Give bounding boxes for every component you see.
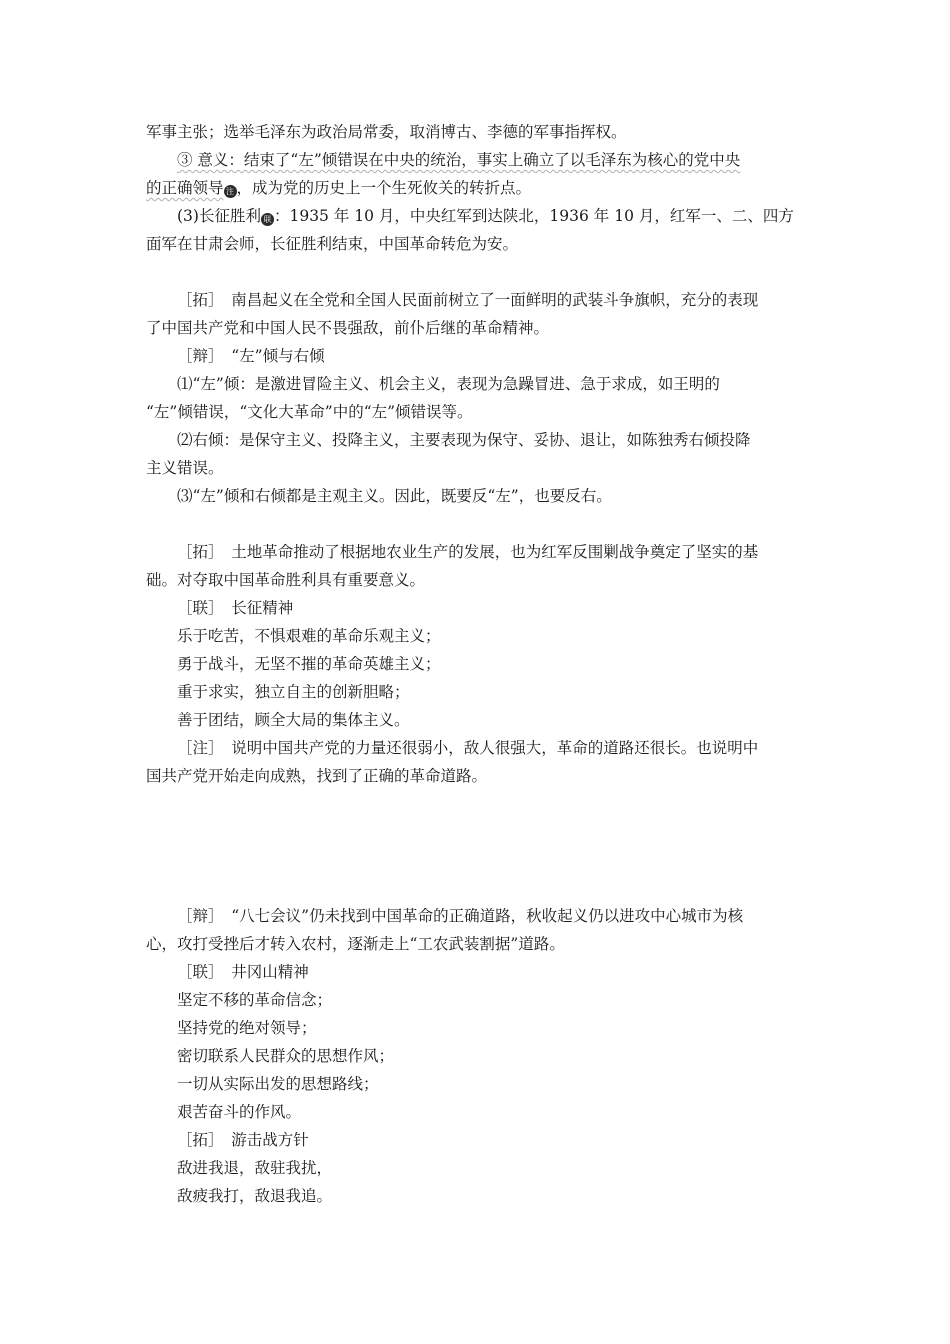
text-line: 重于求实，独立自主的创新胆略； [177,683,410,701]
text-line: ［拓］ 土地革命推动了根据地农业生产的发展，也为红军反围剿战争奠定了坚实的基 [177,543,759,561]
jinggangshan-notes [146,902,806,1210]
text-line: ⑴“左”倾：是激进冒险主义、机会主义，表现为急躁冒进、急于求成，如王明的 [177,375,720,393]
text-line: 坚持党的绝对领导； [177,1019,317,1037]
text-line: ［注］ 说明中国共产党的力量还很弱小，敌人很强大，革命的道路还很长。也说明中 [177,739,759,757]
text-span: ：1935 年 10 月，中央红军到达陕北，1936 年 10 月，红军一、二、四方 [273,207,794,225]
zunyi-meeting-section [146,118,806,258]
text-line: ［辩］ “八七会议”仍未找到中国革命的正确道路，秋收起义仍以进攻中心城市为核 [177,907,744,925]
text-span: (3)长征胜利 [177,207,261,225]
text-line: 敌疲我打，敌退我追。 [177,1187,333,1205]
text-line [146,174,806,202]
text-line: 国共产党开始走向成熟，找到了正确的革命道路。 [146,767,488,785]
text-line: 敌进我退，敌驻我扰， [177,1159,333,1177]
text-line: 础。对夺取中国革命胜利具有重要意义。 [146,571,426,589]
text-line: 心，攻打受挫后才转入农村，逐渐走上“工农武装割据”道路。 [146,935,565,953]
document-page [146,118,806,1210]
significance-text-end: 的正确领导 [146,179,224,197]
spacer [146,790,806,902]
text-line: 面军在甘肃会师，长征胜利结束，中国革命转危为安。 [146,235,519,253]
text-line: 坚定不移的革命信念； [177,991,333,1009]
text-line: ［拓］ 南昌起义在全党和全国人民面前树立了一面鲜明的武装斗争旗帜，充分的表现 [177,291,759,309]
text-line: ［联］ 长征精神 [177,599,294,617]
land-revolution-notes [146,538,806,790]
nanchang-uprising-notes [146,286,806,510]
text-line: ［拓］ 游击战方针 [177,1131,309,1149]
text-span: ，成为党的历史上一个生死攸关的转折点。 [236,179,532,197]
spacer [146,258,806,286]
significance-text: ③ 意义：结束了“左”倾错误在中央的统治，事实上确立了以毛泽东为核心的党中央 [177,151,741,169]
text-line [146,146,806,174]
annotation-marker-note-icon[interactable]: 注 [224,185,237,198]
text-line: ⑶“左”倾和右倾都是主观主义。因此，既要反“左”，也要反右。 [177,487,612,505]
text-line: 一切从实际出发的思想路线； [177,1075,379,1093]
text-line: ［辩］ “左”倾与右倾 [177,347,325,365]
text-line: ⑵右倾：是保守主义、投降主义，主要表现为保守、妥协、退让，如陈独秀右倾投降 [177,431,751,449]
text-line: 军事主张；选举毛泽东为政治局常委，取消博古、李德的军事指挥权。 [146,123,627,141]
text-line: “左”倾错误，“文化大革命”中的“左”倾错误等。 [146,403,473,421]
text-line: 艰苦奋斗的作风。 [177,1103,302,1121]
annotation-marker-link-icon[interactable]: 联 [261,213,274,226]
text-line: 了中国共产党和中国人民不畏强敌，前仆后继的革命精神。 [146,319,550,337]
text-line: 主义错误。 [146,459,224,477]
text-line: 乐于吃苦，不惧艰难的革命乐观主义； [177,627,441,645]
text-line: 善于团结，顾全大局的集体主义。 [177,711,410,729]
spacer [146,510,806,538]
text-line: ［联］ 井冈山精神 [177,963,309,981]
text-line: 密切联系人民群众的思想作风； [177,1047,395,1065]
text-line [146,202,806,230]
text-line: 勇于战斗，无坚不摧的革命英雄主义； [177,655,441,673]
